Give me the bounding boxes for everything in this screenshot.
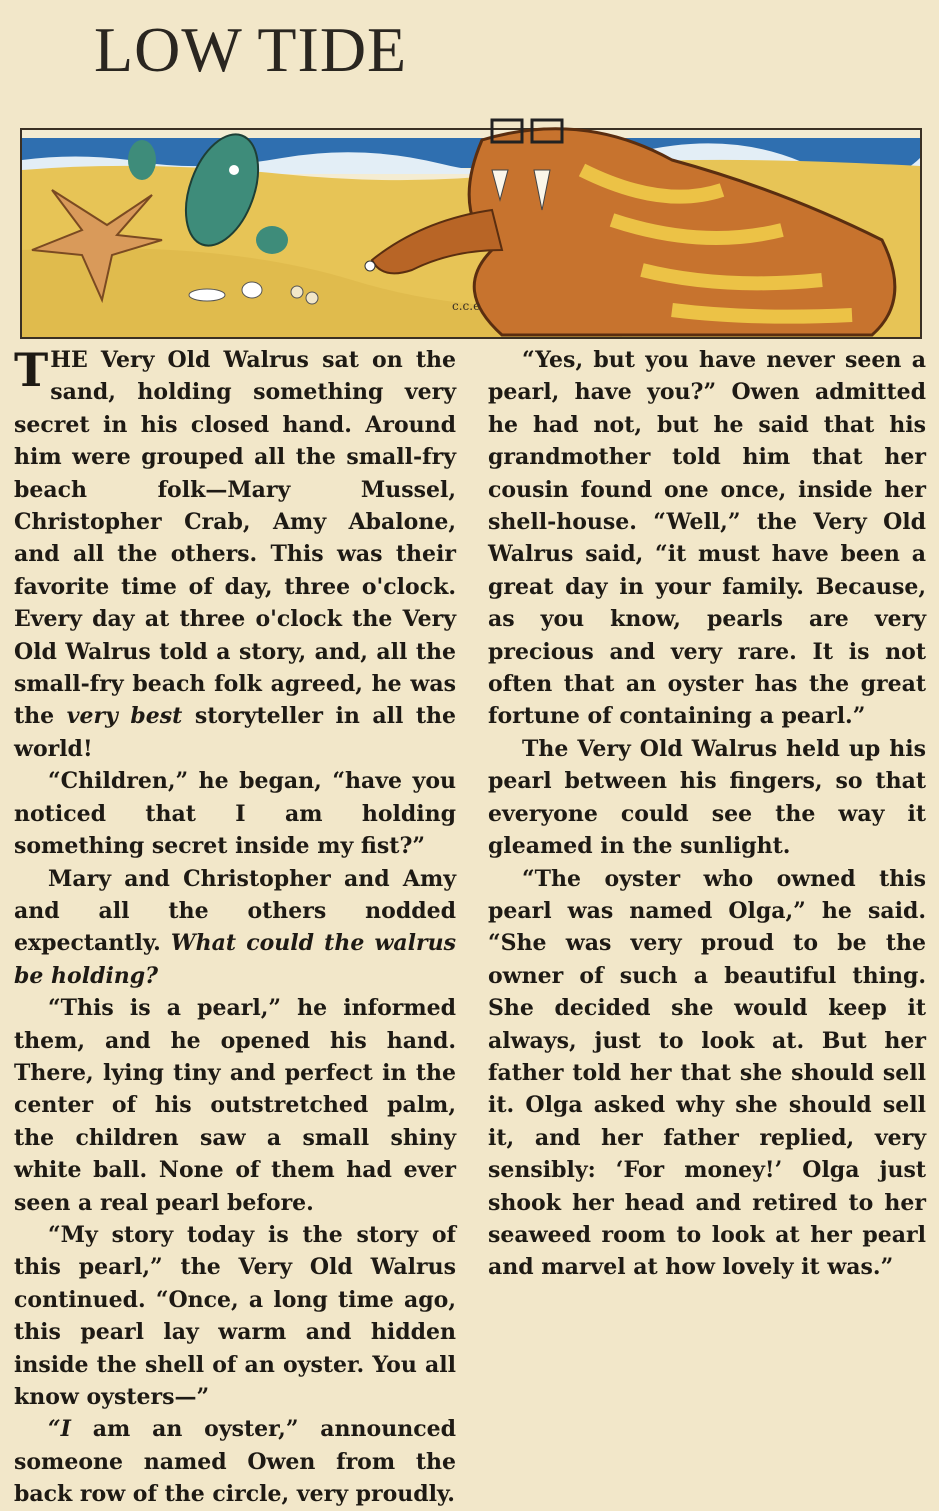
mussel-eye <box>229 165 239 175</box>
story-paragraph: “The oyster who owned this pearl was named Olga,” he said. “She was very proud to be the owner of such a beautiful thing. She decided she would keep it always, just to look at. But her father told her that she should sell it. Olga asked why she should sell it, and her father replied, very sensibly: ‘For money!’ Olga just shook her head and retired to her seaweed room to look at her pearl and marvel at how lovely it was.” <box>488 865 926 1281</box>
story-paragraph: “My story today is the story of this pearl,” the Very Old Walrus continued. “Once, a long time ago, this pearl lay warm and hidden inside the shell of an oyster. You all know oysters—” <box>14 1221 456 1410</box>
story-paragraph: “Yes, but you have never seen a pearl, have you?” Owen admitted he had not, but he said that his grandmother told him that her cousin found one once, inside her shell-house. “Well,” the Very Old Walrus said, “it must have been a great day in your family. Because, as you know, pearls are very precious and very rare. It is not often that an oyster has the great fortune of containing a pearl.” <box>488 347 926 730</box>
pebble <box>291 286 303 298</box>
story-paragraph: “Children,” he began, “have you noticed that I am holding something secret inside my fist?” <box>14 768 456 860</box>
story-paragraph <box>14 863 456 993</box>
story-column-left <box>14 343 457 1508</box>
story-title: LOW TIDE <box>94 14 408 85</box>
artist-signature: c.c.e <box>452 299 481 313</box>
story-paragraph: “This is a pearl,” he informed them, and he opened his hand. There, lying tiny and perfect in the center of his outstretched palm, the children saw a small shiny white ball. None of them had ever seen a real pearl before. <box>14 995 456 1216</box>
shell <box>189 289 225 301</box>
emphasis-text: What could the walrus be holding? <box>14 930 456 989</box>
pebble <box>306 292 318 304</box>
paragraph-text: Mary and Christopher and Amy and all the others nodded expectantly. <box>14 865 456 957</box>
illustration-art <box>22 130 920 337</box>
story-paragraph: The Very Old Walrus held up his pearl between his fingers, so that everyone could see the way it gleamed in the sunlight. <box>488 735 926 860</box>
paragraph-text: am an oyster,” announced someone named Owen from the back row of the circle, very proudly. <box>14 1416 456 1508</box>
rock <box>128 140 156 180</box>
emphasis-text: “I <box>48 1416 71 1443</box>
paragraph-text: HE Very Old Walrus sat on the sand, holding something very secret in his closed hand. Around him were grouped all the small-fry beach folk—Mary Mussel, Christopher Crab, Amy Abalone, and all the others. This was their favorite time of day, three o'clock. Every day at three o'clock the Very Old Walrus told a story, and, all the small-fry beach folk agreed, he was the <box>14 347 456 730</box>
story-column-right <box>488 344 926 1284</box>
story-paragraph <box>14 1413 456 1510</box>
story-paragraph <box>14 344 456 765</box>
emphasis-text: very best <box>66 703 183 730</box>
drop-cap: T <box>14 343 49 397</box>
pearl <box>365 261 375 271</box>
paragraph-text: storyteller in all the world! <box>14 703 457 762</box>
walrus-beach-illustration <box>20 128 922 339</box>
rock <box>256 226 288 254</box>
shell <box>242 282 262 298</box>
